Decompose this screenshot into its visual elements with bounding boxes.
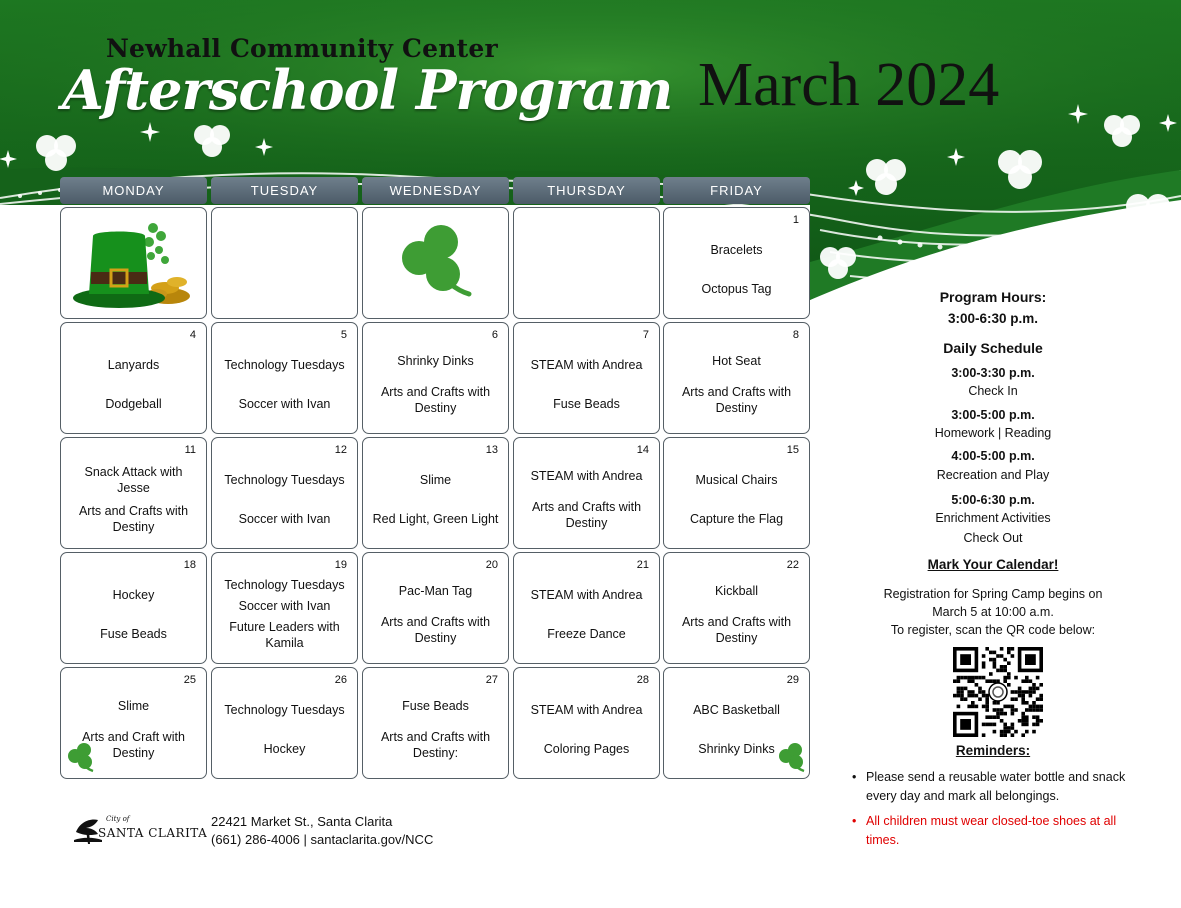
calendar-day-cell (663, 207, 810, 319)
activity-list (520, 460, 653, 538)
activity: Lanyards (107, 357, 160, 372)
bullet-icon: • (852, 770, 857, 784)
day-number: 15 (786, 444, 799, 456)
activity: Arts and Craft with Destiny (82, 729, 185, 760)
schedule-desc: Homework | Reading (934, 426, 1052, 440)
reminder-item-alert (852, 812, 1152, 850)
day-number: 18 (183, 559, 196, 571)
day-number: 7 (642, 329, 649, 341)
logo-city-of: City of (106, 815, 130, 823)
day-number: 27 (485, 674, 498, 686)
activity: Arts and Crafts with Destiny (380, 614, 491, 645)
activity: Arts and Crafts with Destiny (531, 499, 642, 530)
activity: Arts and Crafts with Destiny (78, 503, 189, 534)
registration-line-1: Registration for Spring Camp begins on (883, 587, 1103, 601)
bullet-icon: • (852, 814, 857, 828)
activity: STEAM with Andrea (530, 468, 643, 483)
mark-calendar-title: Mark Your Calendar! (927, 557, 1059, 572)
day-number: 19 (334, 559, 347, 571)
activity: Red Light, Green Light (372, 511, 499, 526)
activity: Hot Seat (712, 353, 761, 368)
activity: Arts and Crafts with Destiny (380, 384, 491, 415)
activity: Slime (117, 698, 150, 713)
activity-list (670, 575, 803, 653)
logo-santa-clarita: SANTA CLARITA (98, 826, 208, 840)
program-hours: 3:00-6:30 p.m. (947, 311, 1039, 326)
activity: STEAM with Andrea (530, 702, 643, 717)
activity-list (67, 460, 200, 538)
activity: Future Leaders with Kamila (229, 619, 340, 650)
activity-list (369, 460, 502, 538)
activity: Octopus Tag (701, 281, 772, 296)
calendar-day-cell (60, 207, 207, 319)
day-header-tuesday: TUESDAY (211, 177, 358, 204)
activity: Fuse Beads (100, 626, 167, 641)
day-number: 29 (786, 674, 799, 686)
reminder-text: All children must wear closed-toe shoes at all times. (866, 814, 1117, 847)
activity-list (369, 690, 502, 768)
activity: Arts and Crafts with Destiny (681, 614, 792, 645)
reminder-text: Please send a reusable water bottle and snack every day and mark all belongings. (866, 770, 1126, 803)
footer-address: 22421 Market St., Santa Clarita (211, 814, 393, 829)
activity: Pac-Man Tag (398, 583, 473, 598)
day-number: 28 (636, 674, 649, 686)
calendar-day-cell (663, 667, 810, 779)
activity-list (67, 575, 200, 653)
activity: Arts and Crafts with Destiny: (380, 729, 491, 760)
activity: STEAM with Andrea (530, 587, 643, 602)
activity: Coloring Pages (543, 741, 630, 756)
activity-list (369, 345, 502, 423)
activity: Soccer with Ivan (238, 511, 331, 526)
calendar-day-cell (211, 437, 358, 549)
activity: STEAM with Andrea (530, 357, 643, 372)
schedule-time: 4:00-5:00 p.m. (951, 449, 1035, 463)
activity-list (369, 575, 502, 653)
day-number: 25 (183, 674, 196, 686)
day-number: 21 (636, 559, 649, 571)
calendar-day-cell (362, 552, 509, 664)
calendar-day-cell (663, 552, 810, 664)
small-shamrock-icon (65, 742, 97, 774)
qr-code[interactable] (953, 647, 1043, 737)
activity: Fuse Beads (553, 396, 620, 411)
calendar-day-cell (513, 207, 660, 319)
activity: Hockey (112, 587, 155, 602)
activity: Kickball (714, 583, 759, 598)
activity: Technology Tuesdays (224, 578, 345, 593)
activity-list (520, 575, 653, 653)
day-number: 6 (491, 329, 498, 341)
activity-list (218, 345, 351, 423)
day-number: 12 (334, 444, 347, 456)
day-number: 1 (792, 214, 799, 226)
activity: Snack Attack with Jesse (84, 464, 183, 495)
leprechaun-hat-icon (73, 216, 195, 312)
day-header-wednesday: WEDNESDAY (362, 177, 509, 204)
day-header-monday: MONDAY (60, 177, 207, 204)
calendar-day-cell (663, 437, 810, 549)
month-title: March 2024 (698, 51, 1000, 119)
shamrock-icon (393, 220, 479, 306)
calendar-day-cell (513, 437, 660, 549)
small-shamrock-icon (776, 742, 808, 774)
day-header-thursday: THURSDAY (513, 177, 660, 204)
schedule-time: 3:00-3:30 p.m. (951, 366, 1035, 380)
calendar-day-cell (513, 667, 660, 779)
schedule-desc: Enrichment Activities (935, 511, 1051, 525)
schedule-time: 5:00-6:30 p.m. (951, 493, 1035, 507)
schedule-checkout: Check Out (963, 531, 1023, 545)
activity: Arts and Crafts with Destiny (681, 384, 792, 415)
day-number: 5 (340, 329, 347, 341)
day-number: 11 (184, 444, 196, 456)
calendar-day-cell (211, 207, 358, 319)
calendar-day-cell (362, 667, 509, 779)
day-number: 20 (485, 559, 498, 571)
calendar-day-cell (513, 322, 660, 434)
calendar-day-cell (60, 552, 207, 664)
reminders-title: Reminders: (955, 743, 1031, 758)
activity-list (670, 345, 803, 423)
activity: Dodgeball (105, 396, 162, 411)
calendar-day-cell (211, 552, 358, 664)
calendar-day-cell (513, 552, 660, 664)
activity-list (520, 345, 653, 423)
org-name: Newhall Community Center (106, 34, 498, 63)
activity: ABC Basketball (693, 702, 780, 717)
activity: Technology Tuesdays (224, 702, 345, 717)
activity-list (670, 460, 803, 538)
program-title: Afterschool Program (62, 58, 673, 122)
schedule-desc: Recreation and Play (936, 468, 1050, 482)
registration-line-3: To register, scan the QR code below: (890, 623, 1096, 637)
day-number: 26 (334, 674, 347, 686)
activity: Soccer with Ivan (238, 396, 331, 411)
reminder-item (852, 768, 1152, 806)
activity-list (520, 690, 653, 768)
activity-list (218, 690, 351, 768)
day-number: 14 (636, 444, 649, 456)
activity: Shrinky Dinks (698, 741, 775, 756)
day-number: 4 (189, 329, 196, 341)
activity-list (67, 345, 200, 423)
activity: Slime (419, 472, 452, 487)
activity: Technology Tuesdays (224, 472, 345, 487)
program-hours-title: Program Hours: (939, 289, 1047, 305)
registration-line-2: March 5 at 10:00 a.m. (932, 605, 1054, 619)
calendar-day-cell (60, 667, 207, 779)
activity-list (670, 230, 803, 308)
activity: Hockey (263, 741, 306, 756)
activity: Shrinky Dinks (397, 353, 474, 368)
calendar-day-cell (663, 322, 810, 434)
day-header-friday: FRIDAY (663, 177, 810, 204)
calendar-day-cell (362, 207, 509, 319)
activity: Capture the Flag (689, 511, 784, 526)
activity: Fuse Beads (402, 698, 469, 713)
calendar-day-cell (60, 322, 207, 434)
day-number: 8 (792, 329, 799, 341)
calendar-day-cell (362, 437, 509, 549)
schedule-time: 3:00-5:00 p.m. (951, 408, 1035, 422)
calendar-day-cell (211, 322, 358, 434)
schedule-desc: Check In (968, 384, 1018, 398)
activity: Freeze Dance (547, 626, 626, 641)
daily-schedule-title: Daily Schedule (943, 340, 1043, 356)
activity: Technology Tuesdays (224, 357, 345, 372)
calendar-day-cell (60, 437, 207, 549)
day-number: 13 (485, 444, 498, 456)
activity: Musical Chairs (695, 472, 778, 487)
footer-contact: (661) 286-4006 | santaclarita.gov/NCC (211, 832, 434, 847)
activity-list (218, 575, 351, 653)
activity: Soccer with Ivan (238, 598, 331, 613)
activity-list (218, 460, 351, 538)
calendar-day-cell (211, 667, 358, 779)
activity: Bracelets (710, 242, 763, 257)
day-number: 22 (786, 559, 799, 571)
calendar-day-cell (362, 322, 509, 434)
